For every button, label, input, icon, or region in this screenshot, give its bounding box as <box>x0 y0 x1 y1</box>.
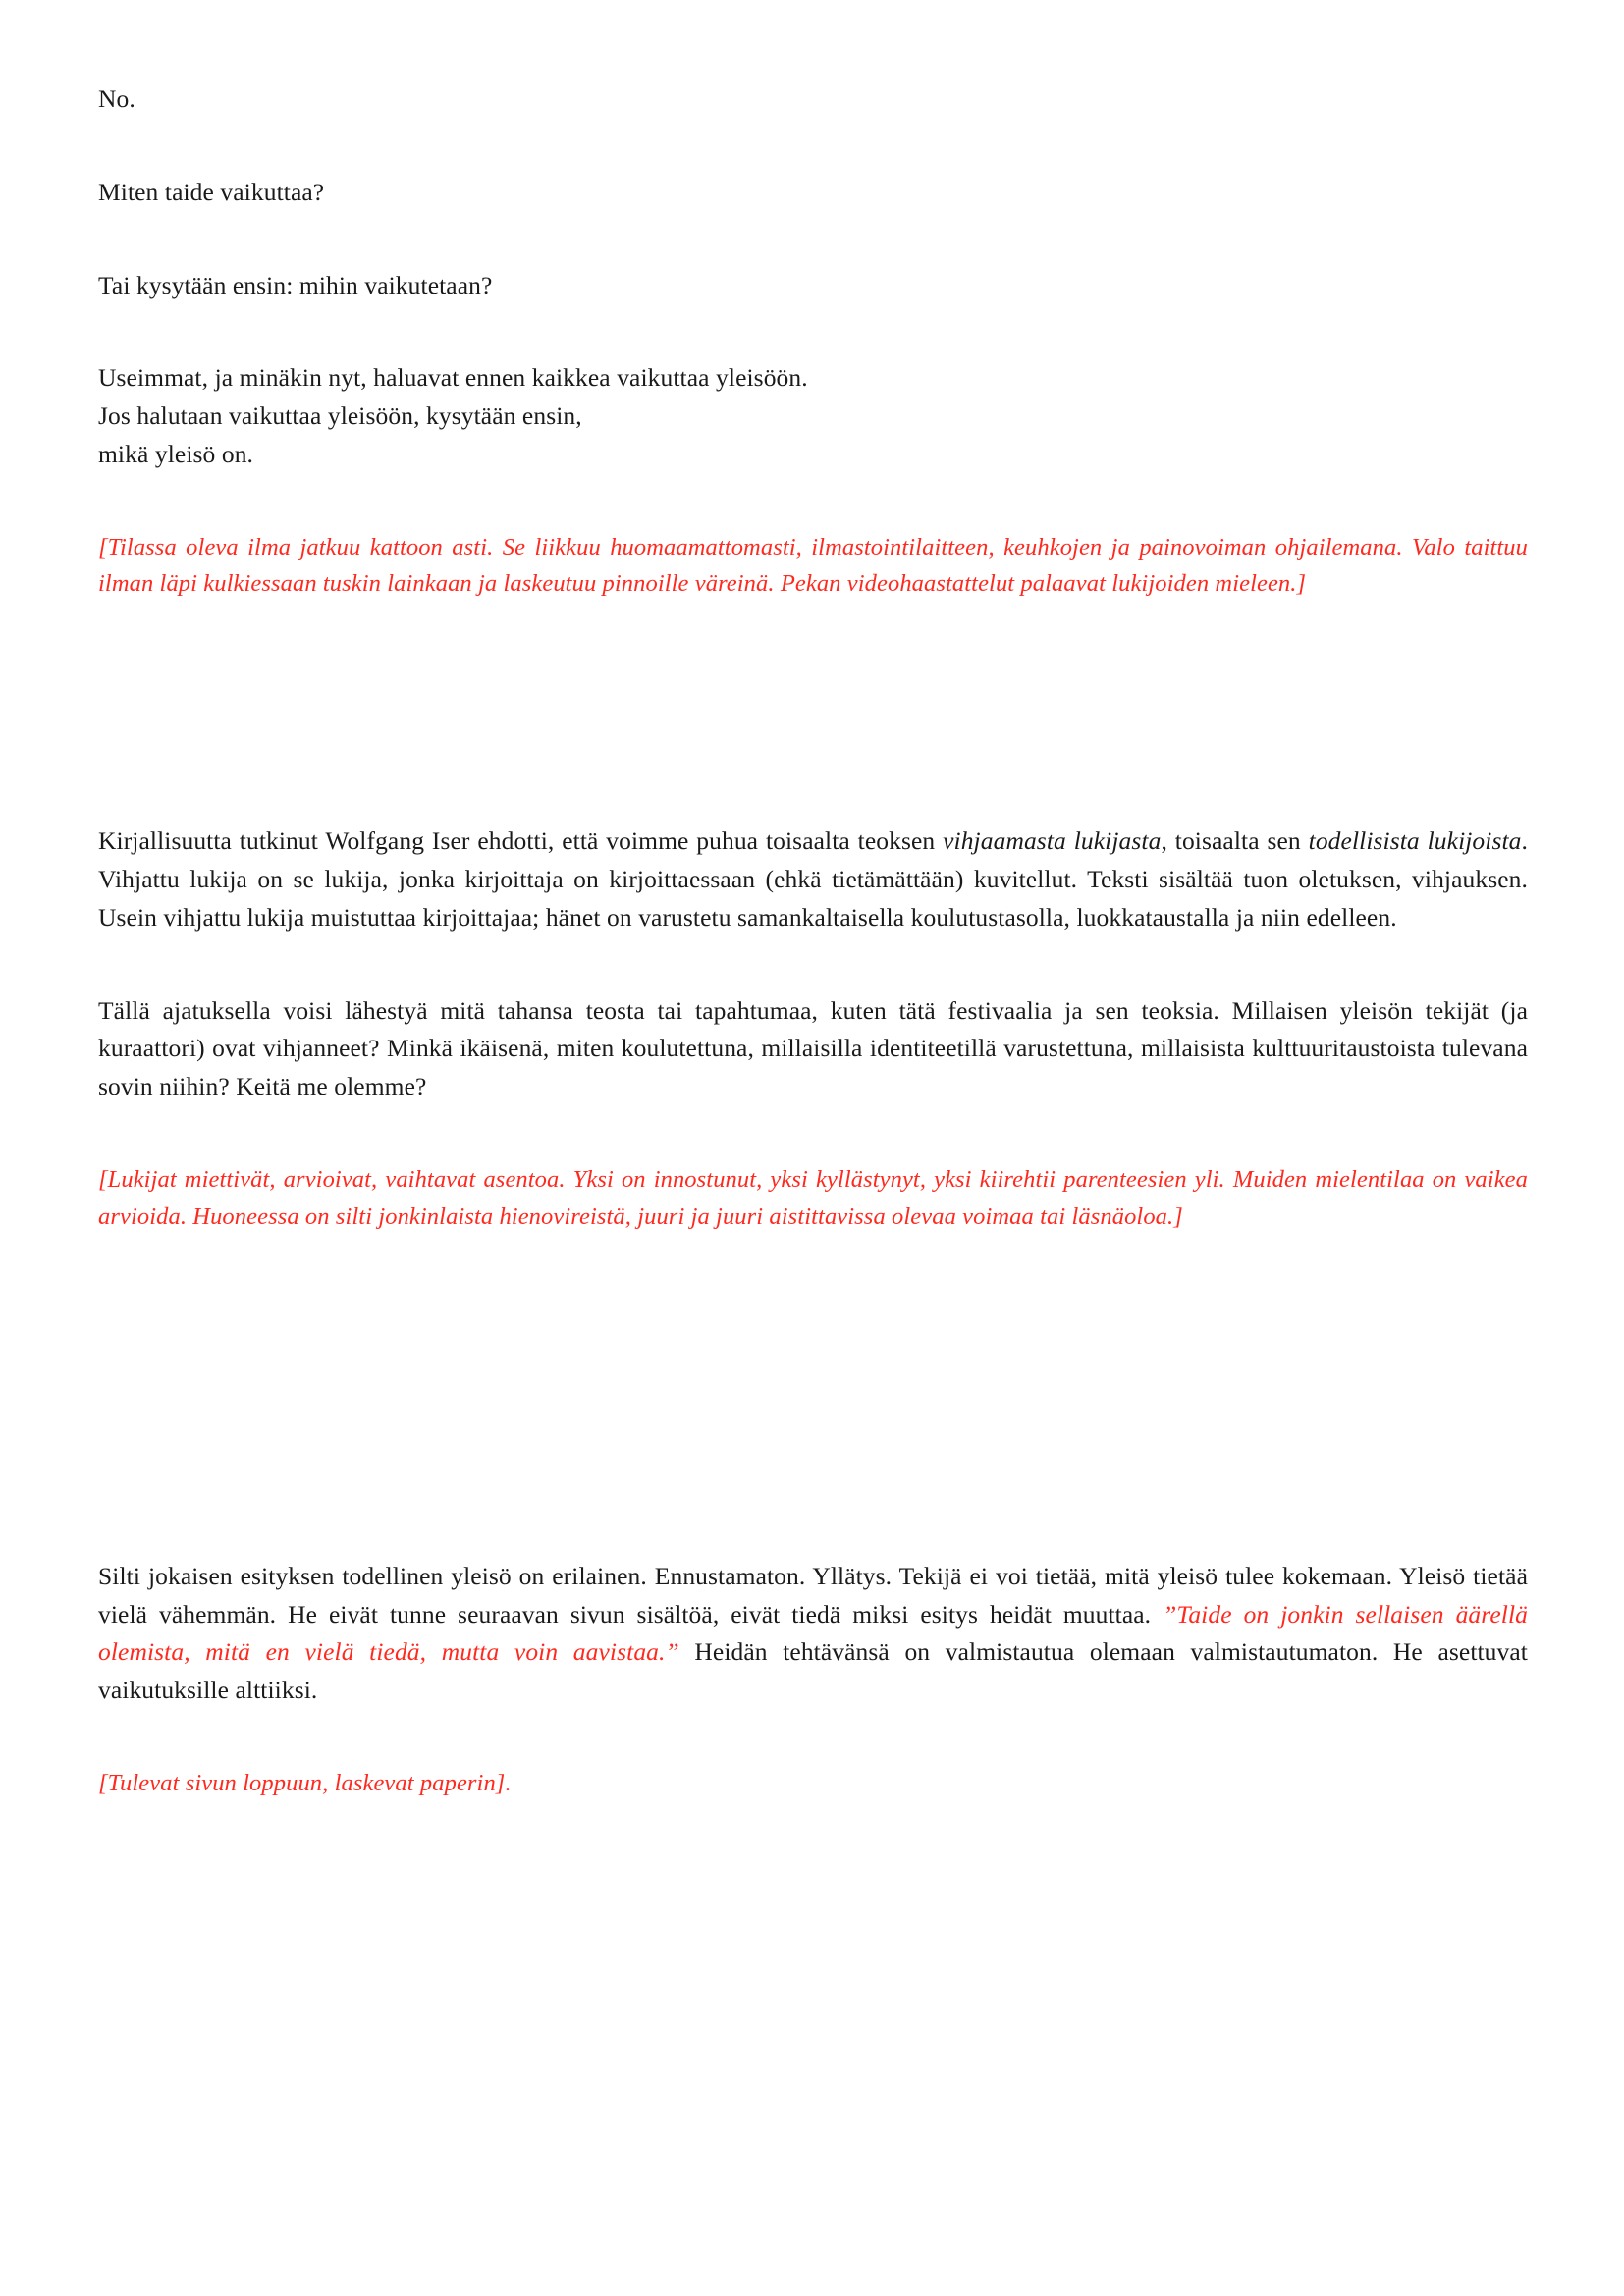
spacer <box>98 240 1528 267</box>
line-no: No. <box>98 84 135 113</box>
line-audience-2: Jos halutaan vaikuttaa yleisöön, kysytään ensin, <box>98 401 582 430</box>
iser-part-2: , toisaalta sen <box>1161 827 1309 856</box>
line-question-1: Miten taide vaikuttaa? <box>98 177 325 206</box>
iser-part-3: . Vihjattu lukija on se lukija, jonka kirjoittaja on kirjoittaessaan (ehkä tietämättään) kuvitellut. Teksti sisältää tuon oletuksen, vihjauksen. Usein vihjattu lukija muistuttaa kirjoittajaa; hänet on varustetu samankaltaisella koulutustasolla, luokkataustalla ja niin edelleen. <box>98 827 1529 932</box>
final-part-1: Silti jokaisen esityksen todellinen yleisö on erilainen. Ennustamaton. Yllätys. Tekijä ei voi tietää, mitä yleisö tulee kokemaan. Yleisö tietää vielä vähemmän. He eivät tunne seuraavan sivun sisältöä, eivät tiedä miksi esitys heidät muuttaa. <box>98 1561 1528 1629</box>
spacer <box>98 332 1528 359</box>
stage-note-1-text: [Tilassa oleva ilma jatkuu kattoon asti. Se liikkuu huomaamattomasti, ilmastointilaitteen, keuhkojen ja painovoiman ohjailemana. Valo taittuu ilman läpi kulkiessaan tuskin lainkaan ja laskeutuu pinnoille väreinä. Pekan videohaastattelut palaavat lukijoiden mieleen.] <box>98 533 1528 598</box>
spacer-large-2 <box>98 1263 1528 1411</box>
final-part-2: Heidän tehtävänsä on valmistautua olemaan valmistautumaton. He asettuvat vaikutuksille alttiiksi. <box>98 1637 1528 1705</box>
paragraph-question-2 <box>98 267 1528 305</box>
final-quote: ”Taide on jonkin sellaisen äärellä olemista, mitä en vielä tiedä, mutta voin aavistaa.” <box>98 1599 1528 1667</box>
iser-italic-1: vihjaamasta lukijasta <box>943 827 1162 856</box>
paragraph-iser-text <box>98 823 1528 936</box>
line-audience-1: Useimmat, ja minäkin nyt, haluavat ennen kaikkea vaikuttaa yleisöön. <box>98 363 808 393</box>
document-body <box>98 80 1528 1830</box>
stage-note-1 <box>98 529 1528 604</box>
paragraph-final <box>98 1558 1528 1710</box>
paragraph-final-text <box>98 1558 1528 1710</box>
stage-note-2 <box>98 1161 1528 1236</box>
spacer-large-3 <box>98 1411 1528 1558</box>
line-audience-3: mikä yleisö on. <box>98 439 254 468</box>
spacer <box>98 1134 1528 1161</box>
line-question-2: Tai kysytään ensin: mihin vaikutetaan? <box>98 270 493 299</box>
paragraph-audience <box>98 992 1528 1106</box>
spacer <box>98 1737 1528 1765</box>
stage-note-3 <box>98 1765 1528 1802</box>
paragraph-question-1 <box>98 174 1528 212</box>
spacer <box>98 502 1528 529</box>
paragraph-audience-text: Tällä ajatuksella voisi lähestyä mitä tahansa teosta tai tapahtumaa, kuten tätä festivaalia ja sen teoksia. Millaisen yleisön tekijät (ja kuraattori) ovat vihjanneet? Minkä ikäisenä, miten koulutettuna, millaisilla identiteetillä varustettuna, millaisista kulttuuritaustoista tulevana sovin niihin? Keitä me olemme? <box>98 995 1528 1101</box>
iser-italic-2: todellisista lukijoista <box>1308 827 1522 856</box>
paragraph-no <box>98 80 1528 119</box>
paragraph-audience-intro <box>98 359 1528 473</box>
stage-note-3-text: [Tulevat sivun loppuun, laskevat paperin]. <box>98 1769 512 1796</box>
paragraph-iser <box>98 823 1528 936</box>
spacer-large-1 <box>98 630 1528 823</box>
spacer <box>98 965 1528 992</box>
stage-note-2-text: [Lukijat miettivät, arvioivat, vaihtavat asentoa. Yksi on innostunut, yksi kyllästynyt, yksi kiirehtii parenteesien yli. Muiden mielentilaa on vaikea arvioida. Huoneessa on silti jonkinlaista hienovireistä, juuri ja juuri aistittavissa olevaa voimaa tai läsnäoloa.] <box>98 1165 1528 1230</box>
spacer <box>98 146 1528 174</box>
iser-part-1: Kirjallisuutta tutkinut Wolfgang Iser ehdotti, että voimme puhua toisaalta teoksen <box>98 827 944 856</box>
